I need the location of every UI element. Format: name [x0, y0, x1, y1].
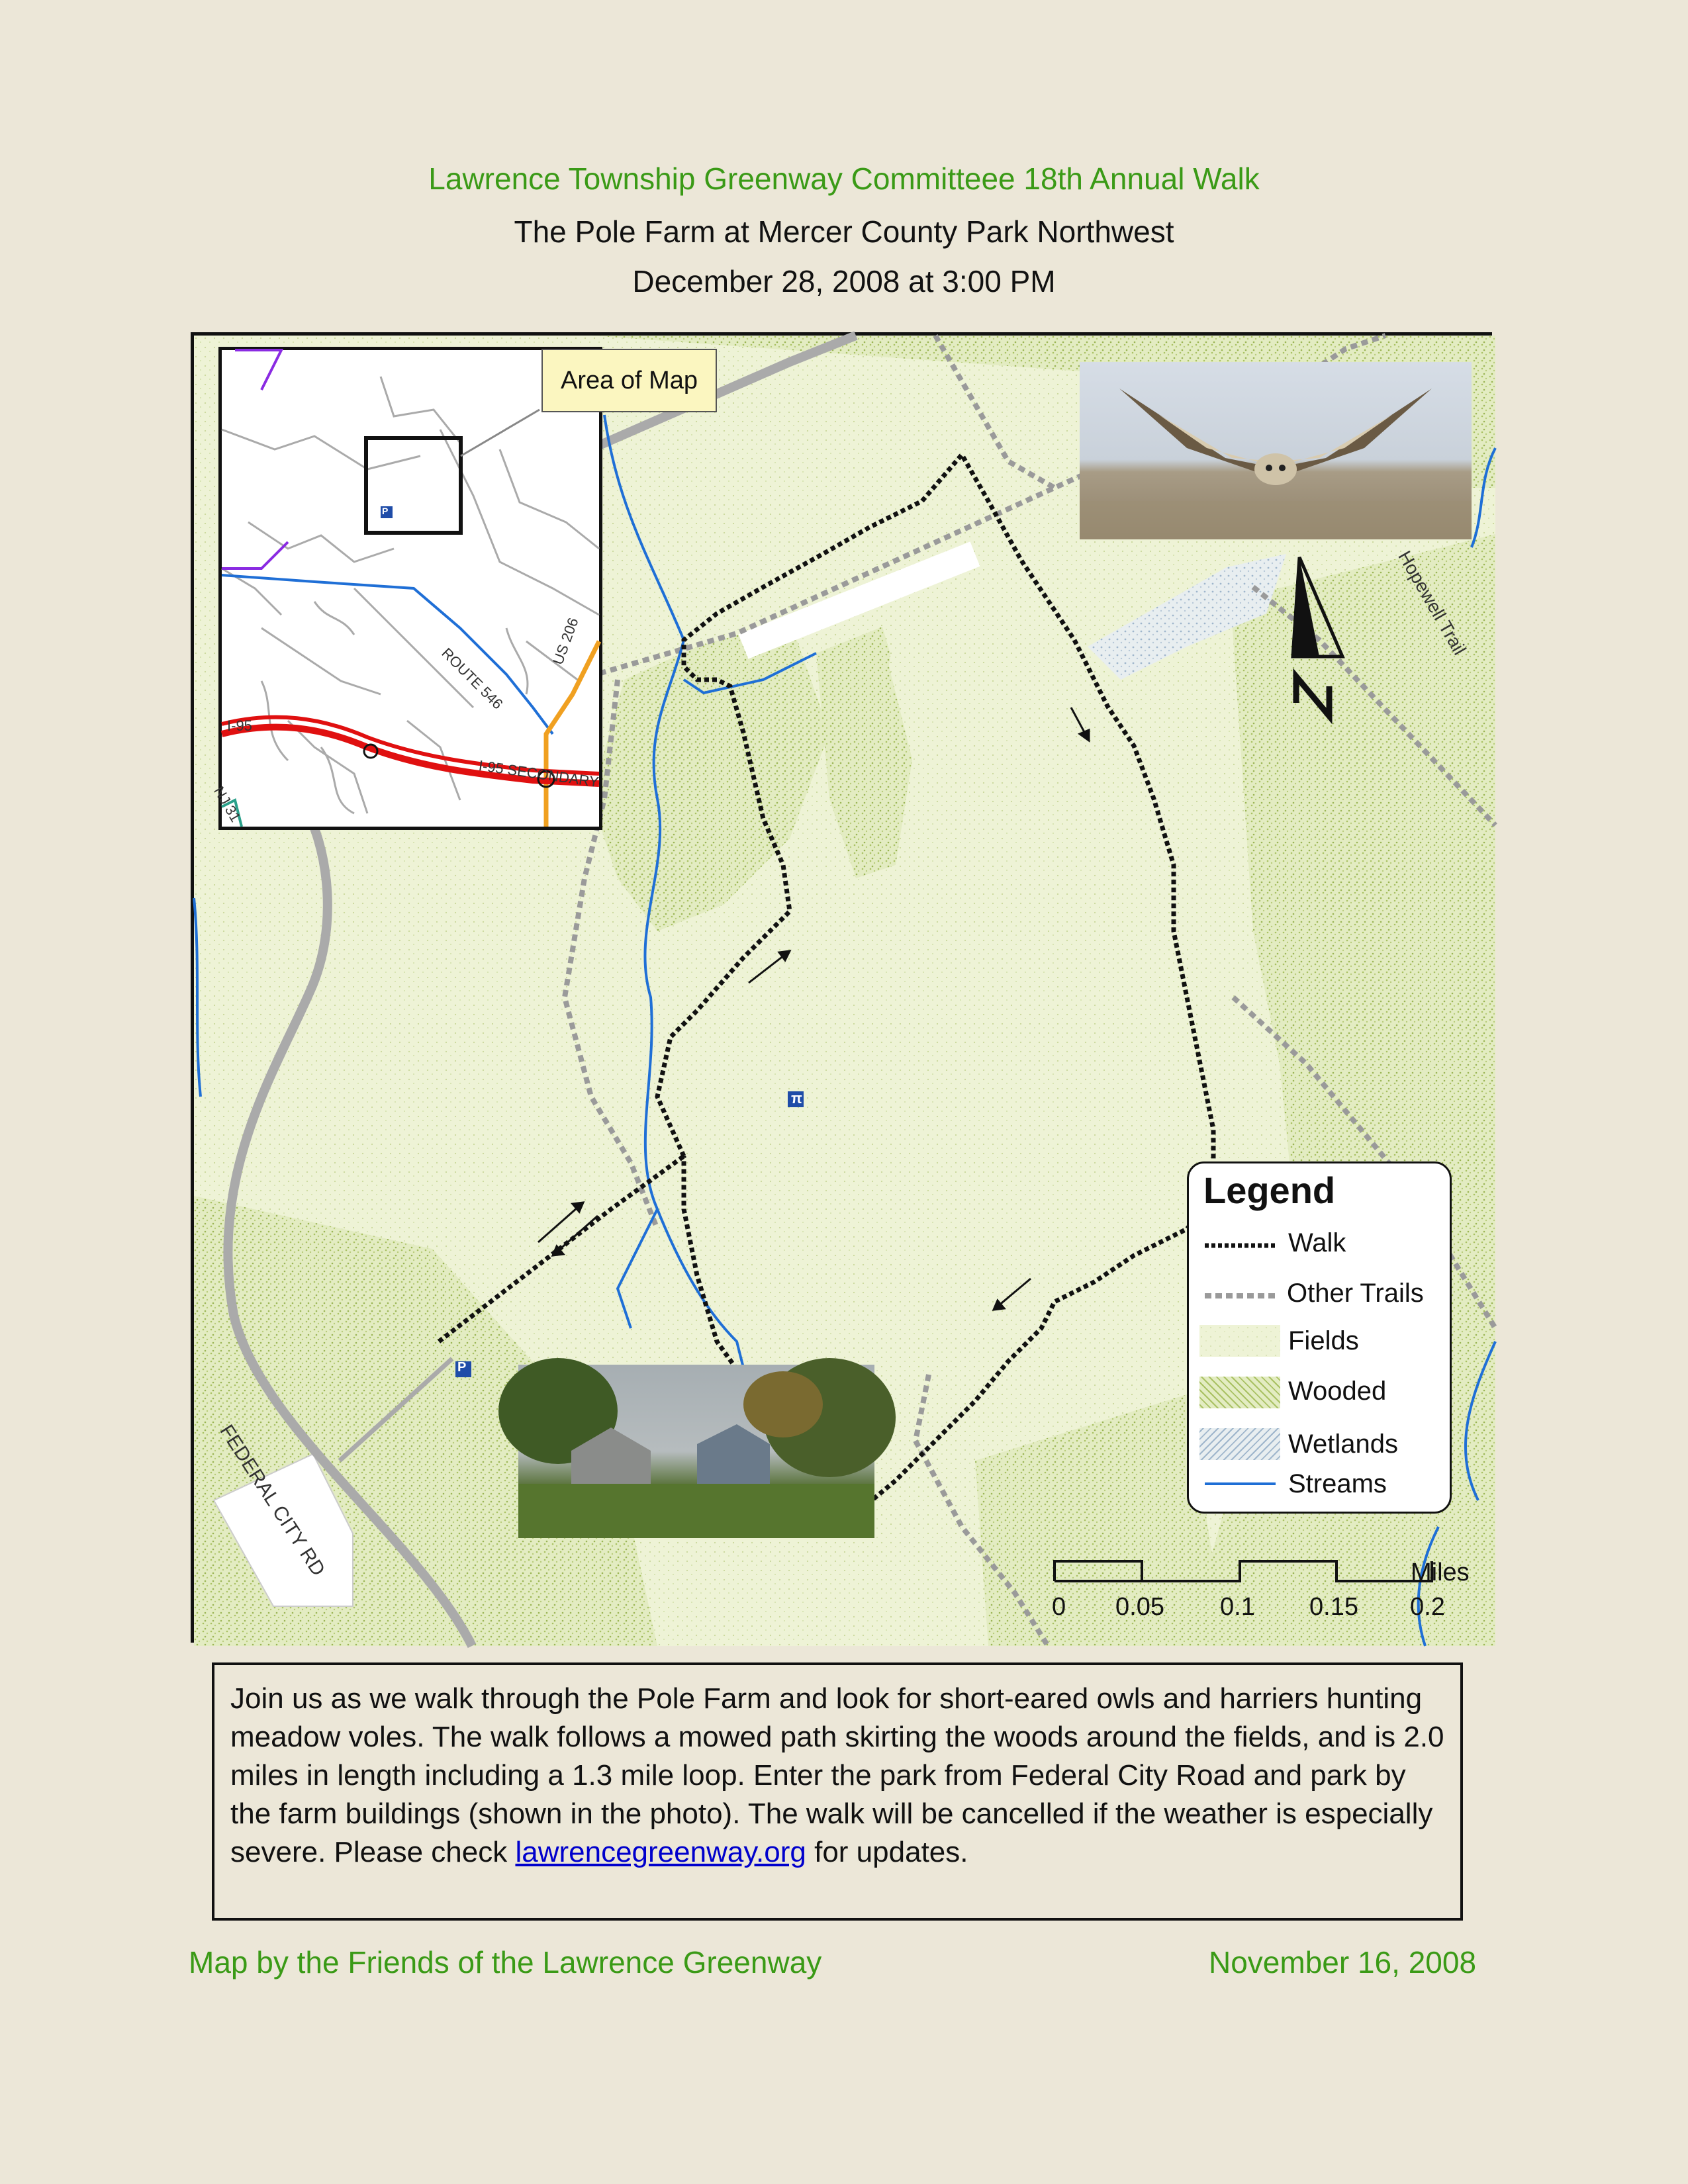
picnic-symbol: π — [791, 1090, 802, 1107]
description-suffix: for updates. — [814, 1836, 968, 1868]
legend-other-trails-label: Other Trails — [1287, 1279, 1424, 1308]
legend-wetlands-swatch — [1199, 1428, 1280, 1460]
legend-other-trails-swatch — [1199, 1280, 1280, 1312]
farm-photo — [518, 1365, 874, 1538]
footer-credit: Map by the Friends of the Lawrence Greenway — [189, 1945, 822, 1979]
legend — [1187, 1161, 1452, 1514]
scale-tick-015: 0.15 — [1309, 1593, 1358, 1621]
inset-map — [211, 347, 602, 830]
inset-parking-symbol: P — [382, 506, 389, 516]
trail-map — [191, 332, 1492, 1643]
north-arrow-icon — [1280, 557, 1359, 743]
legend-streams-label: Streams — [1288, 1469, 1387, 1498]
inset-us-206-label: US 206 — [549, 615, 582, 667]
footer-date: November 16, 2008 — [1209, 1945, 1477, 1979]
legend-fields-swatch — [1199, 1325, 1280, 1357]
owl-illustration — [1080, 362, 1472, 539]
description-text: Join us as we walk through the Pole Farm and look for short-eared owls and harriers hunting meadow voles. The walk follows a mowed path skirting the woods around the fields, and is 2.0 miles in length including a 1.3 mile loop. Enter the park from Federal City Road and park by the farm buildings (shown in the photo). The walk will be cancelled if the weather is especially severe. Please check — [230, 1682, 1444, 1868]
legend-walk-swatch — [1199, 1230, 1280, 1261]
scale-tick-02: 0.2 — [1410, 1593, 1445, 1621]
legend-wetlands-label: Wetlands — [1288, 1430, 1399, 1459]
legend-fields-label: Fields — [1288, 1326, 1359, 1355]
event-location: The Pole Farm at Mercer County Park Northwest — [514, 214, 1174, 249]
legend-wooded-swatch — [1199, 1377, 1280, 1408]
inset-i95-secondary-label: I-95 SECONDARY — [477, 757, 600, 791]
scale-tick-0: 0 — [1052, 1593, 1066, 1621]
inset-map-canvas — [222, 350, 599, 827]
area-of-map-callout: Area of Map — [541, 349, 717, 412]
scale-tick-01: 0.1 — [1220, 1593, 1255, 1621]
federal-city-road-label: FEDERAL CITY RD — [215, 1421, 330, 1580]
event-title: Lawrence Township Greenway Committeee 18th Annual Walk — [428, 161, 1260, 196]
legend-streams-swatch — [1199, 1468, 1280, 1500]
owl-photo — [1080, 362, 1472, 539]
inset-nj31-label: NJ 31 — [211, 784, 244, 825]
farm-illustration — [518, 1365, 874, 1538]
area-of-map-box — [366, 438, 461, 533]
scale-unit: Miles — [1411, 1559, 1470, 1586]
legend-walk-label: Walk — [1288, 1228, 1346, 1257]
scale-tick-005: 0.05 — [1115, 1593, 1164, 1621]
legend-wooded-label: Wooded — [1288, 1377, 1387, 1406]
hopewell-trail-label: Hopewell Trail — [1394, 547, 1470, 659]
inset-i95-label: I-95 — [227, 717, 252, 734]
inset-route-546-label: ROUTE 546 — [438, 645, 506, 713]
greenway-website-link[interactable]: lawrencegreenway.org — [515, 1836, 806, 1868]
event-description — [212, 1662, 1463, 1921]
event-date: December 28, 2008 at 3:00 PM — [632, 264, 1056, 298]
parking-symbol: P — [457, 1360, 467, 1375]
legend-title: Legend — [1203, 1169, 1336, 1211]
